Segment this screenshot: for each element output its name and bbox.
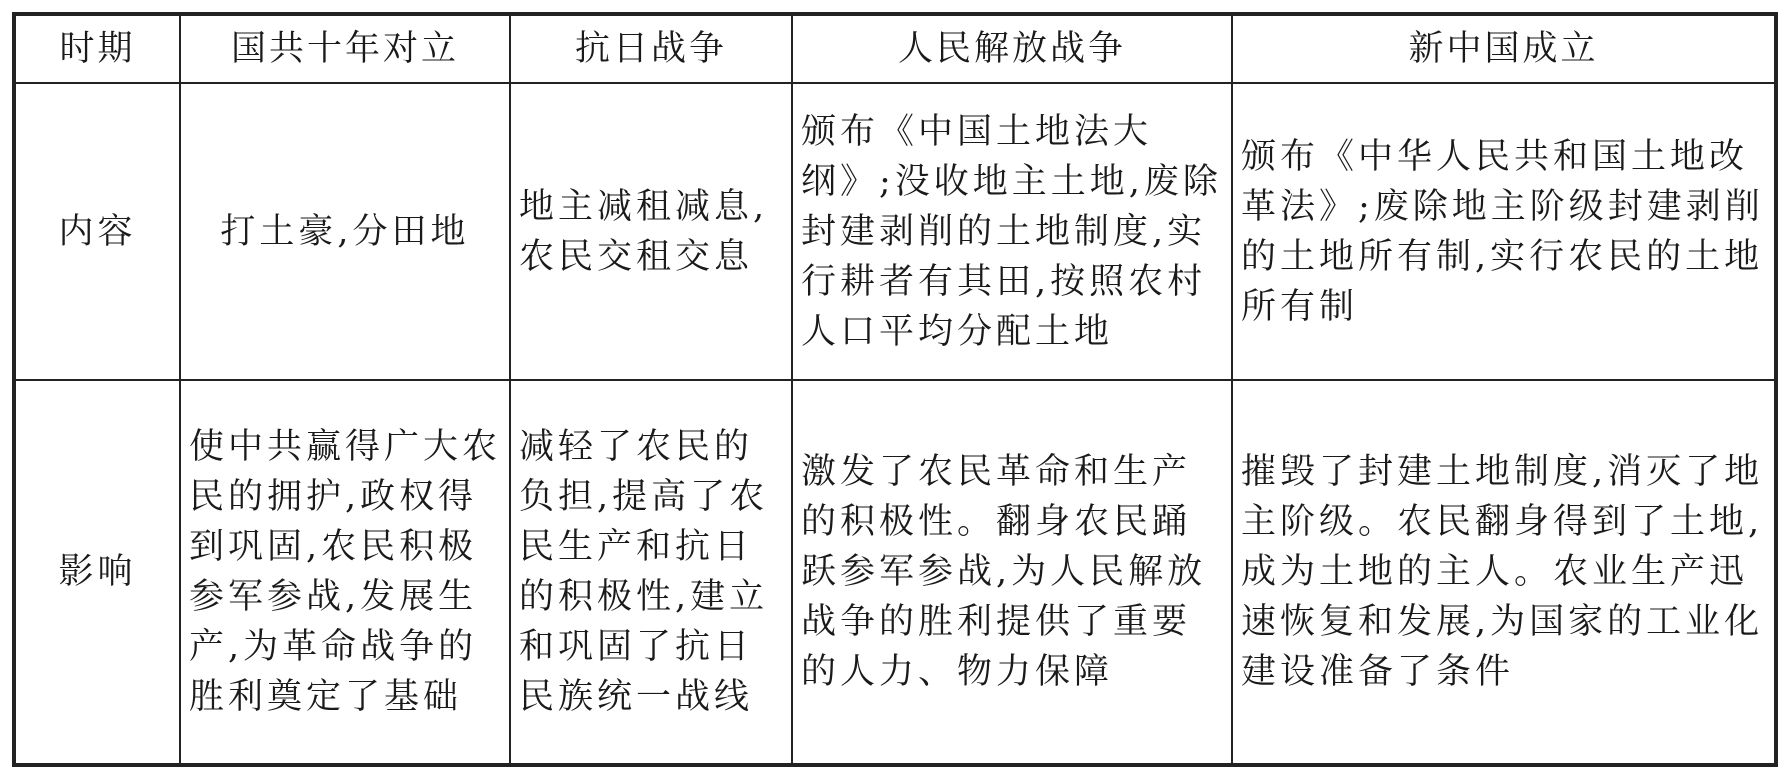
row-label-impact: 影响	[14, 380, 180, 765]
row-label-content: 内容	[14, 83, 180, 380]
cell-content-kmt-cpc-decade: 打土豪,分田地	[180, 83, 510, 380]
cell-content-new-china: 颁布《中华人民共和国土地改革法》;废除地主阶级封建剥削的土地所有制,实行农民的土地所有制	[1232, 83, 1776, 380]
table-row-content	[14, 83, 1776, 380]
table-container	[12, 12, 1774, 767]
land-policy-table	[12, 12, 1778, 767]
header-kmt-cpc-decade: 国共十年对立	[180, 14, 510, 83]
cell-impact-kmt-cpc-decade: 使中共赢得广大农民的拥护,政权得到巩固,农民积极参军参战,发展生产,为革命战争的胜利奠定了基础	[180, 380, 510, 765]
header-anti-japanese-war: 抗日战争	[510, 14, 792, 83]
header-row	[14, 14, 1776, 83]
cell-content-liberation-war: 颁布《中国土地法大纲》;没收地主土地,废除封建剥削的土地制度,实行耕者有其田,按照农村人口平均分配土地	[792, 83, 1232, 380]
cell-content-anti-japanese-war: 地主减租减息,农民交租交息	[510, 83, 792, 380]
table-row-impact	[14, 380, 1776, 765]
header-liberation-war: 人民解放战争	[792, 14, 1232, 83]
cell-impact-liberation-war: 激发了农民革命和生产的积极性。翻身农民踊跃参军参战,为人民解放战争的胜利提供了重要的人力、物力保障	[792, 380, 1232, 765]
cell-impact-anti-japanese-war: 减轻了农民的负担,提高了农民生产和抗日的积极性,建立和巩固了抗日民族统一战线	[510, 380, 792, 765]
cell-impact-new-china: 摧毁了封建土地制度,消灭了地主阶级。农民翻身得到了土地,成为土地的主人。农业生产迅速恢复和发展,为国家的工业化建设准备了条件	[1232, 380, 1776, 765]
header-period: 时期	[14, 14, 180, 83]
header-new-china: 新中国成立	[1232, 14, 1776, 83]
